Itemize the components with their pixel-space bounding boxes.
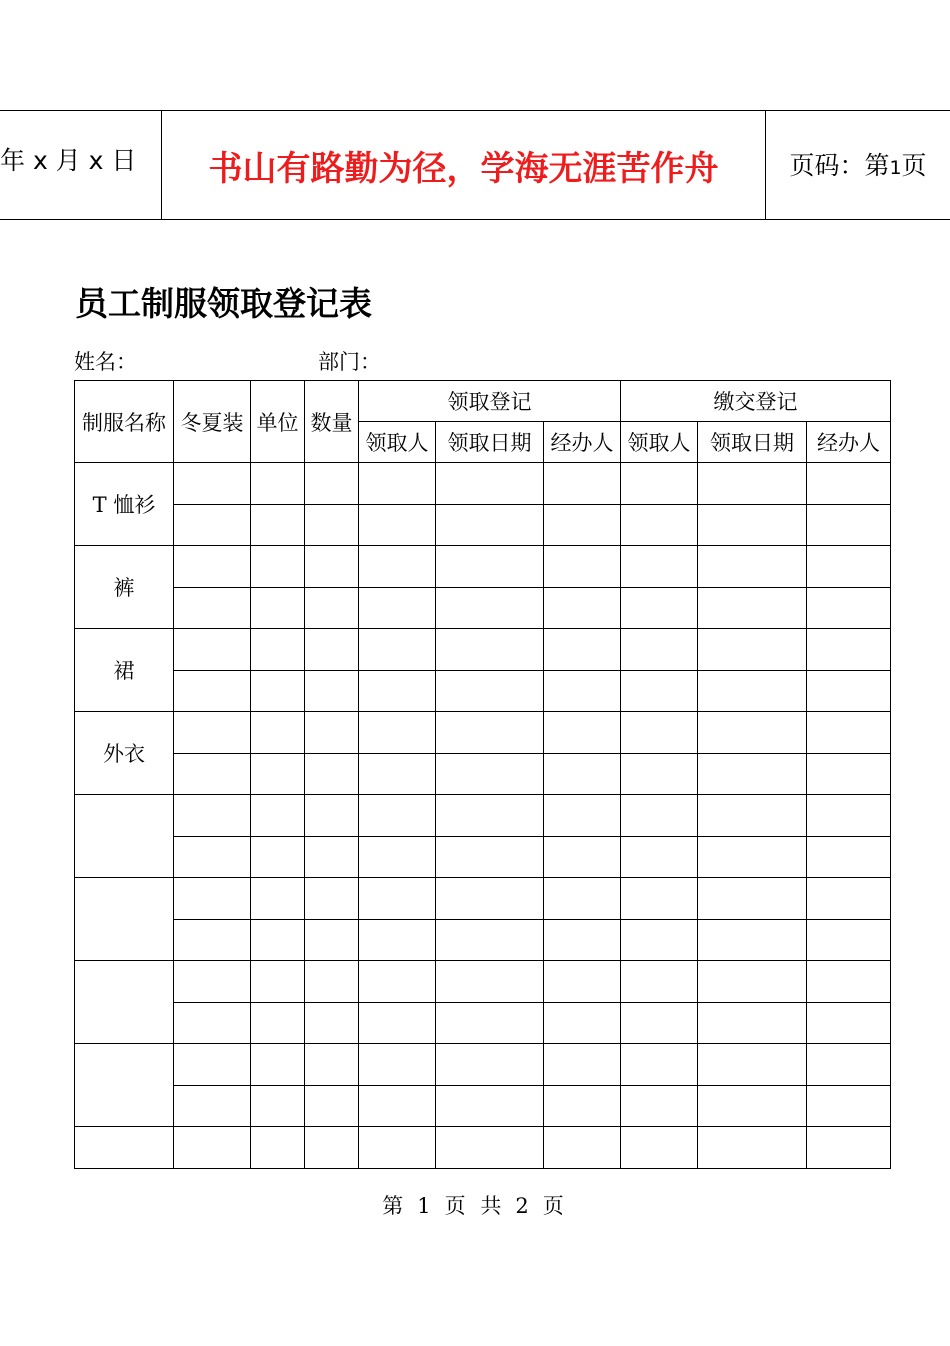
entry-cell[interactable]	[436, 546, 544, 588]
entry-cell[interactable]	[305, 1044, 359, 1086]
entry-cell[interactable]	[698, 836, 807, 878]
entry-cell[interactable]	[359, 878, 436, 920]
entry-cell[interactable]	[698, 1085, 807, 1127]
entry-cell[interactable]	[544, 670, 621, 712]
entry-cell[interactable]	[251, 504, 305, 546]
entry-cell[interactable]	[359, 463, 436, 505]
department-label: 部门：	[318, 350, 381, 374]
entry-cell[interactable]	[436, 463, 544, 505]
header-motto: 书山有路勤为径，学海无涯苦作舟	[162, 111, 766, 219]
entry-cell[interactable]	[544, 878, 621, 920]
entry-cell[interactable]	[807, 463, 891, 505]
entry-cell[interactable]	[174, 1044, 251, 1086]
entry-cell[interactable]	[174, 836, 251, 878]
entry-cell[interactable]	[174, 878, 251, 920]
entry-cell[interactable]	[305, 629, 359, 671]
item-name-cell	[75, 961, 174, 1044]
entry-cell[interactable]	[544, 712, 621, 754]
entry-cell[interactable]	[305, 878, 359, 920]
entry-cell[interactable]	[359, 753, 436, 795]
entry-cell[interactable]	[807, 504, 891, 546]
item-name-cell: 裤	[75, 546, 174, 629]
entry-cell[interactable]	[359, 1127, 436, 1169]
entry-cell[interactable]	[251, 1044, 305, 1086]
entry-cell[interactable]	[436, 587, 544, 629]
entry-cell[interactable]	[359, 670, 436, 712]
entry-cell[interactable]	[436, 795, 544, 837]
header-page-label: 页码：第	[789, 151, 890, 180]
entry-cell[interactable]	[436, 1085, 544, 1127]
entry-cell[interactable]	[621, 463, 698, 505]
item-name-cell: 外衣	[75, 712, 174, 795]
entry-cell[interactable]	[174, 1085, 251, 1127]
entry-cell[interactable]	[305, 1127, 359, 1169]
entry-cell[interactable]	[174, 546, 251, 588]
entry-cell[interactable]	[544, 546, 621, 588]
footer-suffix: 页	[542, 1194, 568, 1218]
footer-middle: 页 共	[444, 1194, 506, 1218]
entry-cell[interactable]	[436, 919, 544, 961]
item-name-cell: 裙	[75, 629, 174, 712]
entry-cell[interactable]	[621, 1127, 698, 1169]
entry-cell[interactable]	[174, 670, 251, 712]
header-receive-date: 领取日期	[436, 422, 544, 463]
table-row	[75, 1127, 891, 1169]
entry-cell[interactable]	[359, 795, 436, 837]
entry-cell[interactable]	[359, 836, 436, 878]
entry-cell[interactable]	[359, 587, 436, 629]
entry-cell[interactable]	[174, 1002, 251, 1044]
header-page-suffix: 页	[901, 151, 927, 180]
table-row	[75, 836, 891, 878]
entry-cell[interactable]	[698, 961, 807, 1003]
entry-cell[interactable]	[544, 587, 621, 629]
entry-cell[interactable]	[621, 670, 698, 712]
entry-cell[interactable]	[305, 1002, 359, 1044]
table-row	[75, 1002, 891, 1044]
entry-cell[interactable]	[621, 712, 698, 754]
footer-current-page: 1	[417, 1194, 435, 1218]
entry-cell[interactable]	[251, 795, 305, 837]
header-handler: 经办人	[544, 422, 621, 463]
header-quantity: 数量	[305, 381, 359, 463]
entry-cell[interactable]	[436, 670, 544, 712]
entry-cell[interactable]	[436, 1002, 544, 1044]
entry-cell[interactable]	[251, 1127, 305, 1169]
entry-cell[interactable]	[807, 1044, 891, 1086]
entry-cell[interactable]	[807, 670, 891, 712]
entry-cell[interactable]	[305, 795, 359, 837]
entry-cell[interactable]	[251, 463, 305, 505]
entry-cell[interactable]	[698, 712, 807, 754]
entry-cell[interactable]	[544, 1044, 621, 1086]
entry-cell[interactable]	[436, 753, 544, 795]
entry-cell[interactable]	[436, 504, 544, 546]
entry-cell[interactable]	[251, 712, 305, 754]
entry-cell[interactable]	[174, 961, 251, 1003]
entry-cell[interactable]	[305, 587, 359, 629]
entry-cell[interactable]	[807, 629, 891, 671]
entry-cell[interactable]	[807, 587, 891, 629]
entry-cell[interactable]	[807, 919, 891, 961]
entry-cell[interactable]	[251, 587, 305, 629]
entry-cell[interactable]	[305, 836, 359, 878]
entry-cell[interactable]	[251, 1002, 305, 1044]
entry-cell[interactable]	[544, 919, 621, 961]
table-row	[75, 546, 891, 588]
entry-cell[interactable]	[75, 1127, 174, 1169]
entry-cell[interactable]	[305, 504, 359, 546]
table-row	[75, 795, 891, 837]
header-return-handler: 经办人	[807, 422, 891, 463]
entry-cell[interactable]	[174, 1127, 251, 1169]
table-row	[75, 629, 891, 671]
footer-prefix: 第	[382, 1194, 408, 1218]
table-row	[75, 919, 891, 961]
entry-cell[interactable]	[621, 753, 698, 795]
entry-cell[interactable]	[807, 1085, 891, 1127]
table-row	[75, 712, 891, 754]
entry-cell[interactable]	[621, 504, 698, 546]
entry-cell[interactable]	[698, 629, 807, 671]
entry-cell[interactable]	[698, 463, 807, 505]
entry-cell[interactable]	[359, 1002, 436, 1044]
entry-cell[interactable]	[621, 1002, 698, 1044]
entry-cell[interactable]	[621, 961, 698, 1003]
entry-cell[interactable]	[305, 546, 359, 588]
header-return-date: 领取日期	[698, 422, 807, 463]
entry-cell[interactable]	[544, 795, 621, 837]
entry-cell[interactable]	[251, 878, 305, 920]
entry-cell[interactable]	[544, 463, 621, 505]
entry-cell[interactable]	[436, 961, 544, 1003]
header-receive-person: 领取人	[359, 422, 436, 463]
header-date: 年 x 月 x 日	[0, 111, 162, 219]
header-unit: 单位	[251, 381, 305, 463]
entry-cell[interactable]	[544, 1002, 621, 1044]
table-row	[75, 1085, 891, 1127]
item-name-cell: T 恤衫	[75, 463, 174, 546]
entry-cell[interactable]	[174, 795, 251, 837]
entry-cell[interactable]	[359, 546, 436, 588]
table-body	[75, 463, 891, 1169]
header-item-name: 制服名称	[75, 381, 174, 463]
entry-cell[interactable]	[621, 1044, 698, 1086]
entry-cell[interactable]	[698, 1044, 807, 1086]
entry-cell[interactable]	[359, 712, 436, 754]
entry-cell[interactable]	[698, 587, 807, 629]
entry-cell[interactable]	[305, 919, 359, 961]
entry-cell[interactable]	[174, 587, 251, 629]
entry-cell[interactable]	[436, 1127, 544, 1169]
name-label: 姓名：	[74, 350, 137, 374]
item-name-cell	[75, 1044, 174, 1127]
entry-cell[interactable]	[436, 878, 544, 920]
table-row	[75, 463, 891, 505]
entry-cell[interactable]	[174, 712, 251, 754]
entry-cell[interactable]	[544, 753, 621, 795]
entry-cell[interactable]	[359, 1085, 436, 1127]
entry-cell[interactable]	[807, 878, 891, 920]
entry-cell[interactable]	[544, 1127, 621, 1169]
entry-cell[interactable]	[436, 836, 544, 878]
entry-cell[interactable]	[621, 1085, 698, 1127]
table-row	[75, 961, 891, 1003]
entry-cell[interactable]	[251, 919, 305, 961]
entry-cell[interactable]	[807, 712, 891, 754]
header-page-value: 1	[889, 157, 902, 179]
entry-cell[interactable]	[359, 629, 436, 671]
header-page-number	[766, 111, 950, 219]
entry-cell[interactable]	[621, 546, 698, 588]
entry-cell[interactable]	[251, 629, 305, 671]
entry-cell[interactable]	[251, 1085, 305, 1127]
entry-cell[interactable]	[174, 463, 251, 505]
table-row	[75, 1044, 891, 1086]
entry-cell[interactable]	[698, 753, 807, 795]
table-row	[75, 753, 891, 795]
entry-cell[interactable]	[621, 587, 698, 629]
entry-cell[interactable]	[621, 836, 698, 878]
entry-cell[interactable]	[544, 836, 621, 878]
entry-cell[interactable]	[698, 1127, 807, 1169]
entry-cell[interactable]	[621, 795, 698, 837]
entry-cell[interactable]	[305, 463, 359, 505]
entry-cell[interactable]	[807, 961, 891, 1003]
entry-cell[interactable]	[807, 836, 891, 878]
entry-cell[interactable]	[807, 753, 891, 795]
entry-cell[interactable]	[174, 504, 251, 546]
entry-cell[interactable]	[621, 878, 698, 920]
entry-cell[interactable]	[436, 1044, 544, 1086]
entry-cell[interactable]	[698, 546, 807, 588]
entry-cell[interactable]	[359, 1044, 436, 1086]
entry-cell[interactable]	[251, 546, 305, 588]
entry-cell[interactable]	[544, 1085, 621, 1127]
entry-cell[interactable]	[174, 919, 251, 961]
entry-cell[interactable]	[251, 961, 305, 1003]
entry-cell[interactable]	[807, 795, 891, 837]
footer-total-pages: 2	[515, 1194, 533, 1218]
table-row	[75, 504, 891, 546]
header-return-person: 领取人	[621, 422, 698, 463]
uniform-register-table	[74, 380, 891, 1169]
item-name-cell	[75, 795, 174, 878]
entry-cell[interactable]	[544, 504, 621, 546]
entry-cell[interactable]	[305, 1085, 359, 1127]
entry-cell[interactable]	[436, 629, 544, 671]
entry-cell[interactable]	[698, 1002, 807, 1044]
entry-cell[interactable]	[174, 629, 251, 671]
entry-cell[interactable]	[359, 504, 436, 546]
entry-cell[interactable]	[544, 961, 621, 1003]
header-banner	[0, 110, 950, 220]
entry-cell[interactable]	[251, 670, 305, 712]
entry-cell[interactable]	[807, 1002, 891, 1044]
entry-cell[interactable]	[807, 1127, 891, 1169]
header-return-group: 缴交登记	[621, 381, 891, 422]
entry-cell[interactable]	[544, 629, 621, 671]
entry-cell[interactable]	[698, 919, 807, 961]
page-footer	[0, 1190, 950, 1220]
entry-cell[interactable]	[698, 670, 807, 712]
table-row	[75, 587, 891, 629]
entry-cell[interactable]	[698, 504, 807, 546]
entry-cell[interactable]	[807, 546, 891, 588]
header-season: 冬夏装	[174, 381, 251, 463]
entry-cell[interactable]	[251, 753, 305, 795]
entry-cell[interactable]	[251, 836, 305, 878]
entry-cell[interactable]	[305, 753, 359, 795]
entry-cell[interactable]	[698, 878, 807, 920]
form-title: 员工制服领取登记表	[75, 284, 372, 323]
header-receive-group: 领取登记	[359, 381, 621, 422]
entry-cell[interactable]	[359, 919, 436, 961]
entry-cell[interactable]	[698, 795, 807, 837]
table-row	[75, 878, 891, 920]
entry-cell[interactable]	[305, 961, 359, 1003]
entry-cell[interactable]	[621, 919, 698, 961]
item-name-cell	[75, 878, 174, 961]
entry-cell[interactable]	[174, 753, 251, 795]
entry-cell[interactable]	[305, 712, 359, 754]
entry-cell[interactable]	[305, 670, 359, 712]
entry-cell[interactable]	[359, 961, 436, 1003]
entry-cell[interactable]	[621, 629, 698, 671]
table-row	[75, 670, 891, 712]
entry-cell[interactable]	[436, 712, 544, 754]
